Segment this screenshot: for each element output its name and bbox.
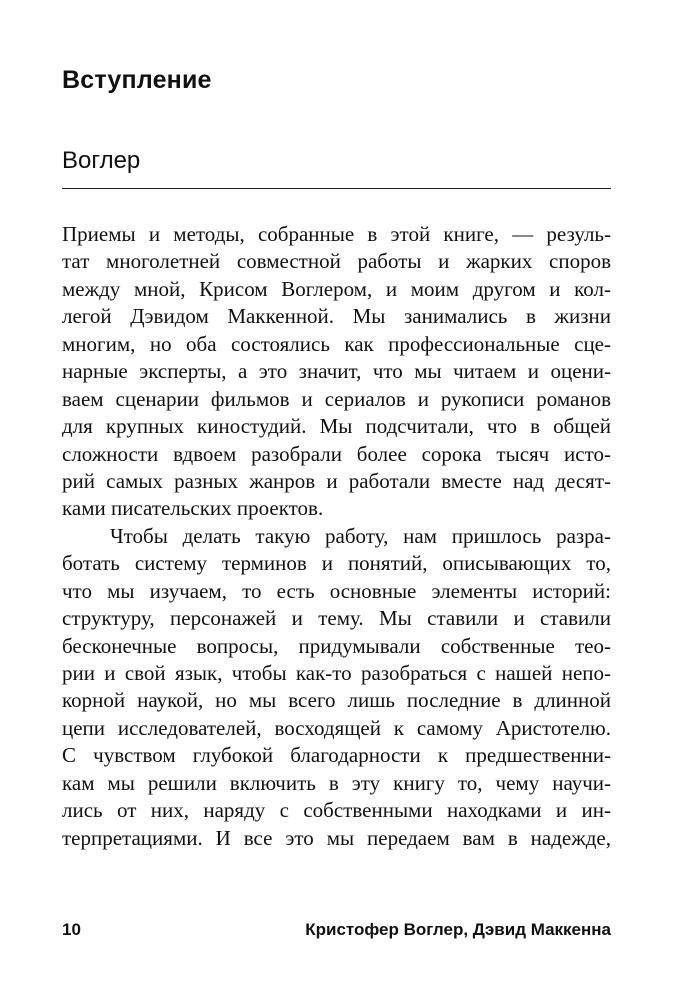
- text-line: цепи исследователей, восходящей к самому Аристотелю.: [62, 715, 611, 740]
- page-number: 10: [62, 920, 81, 939]
- text-line: Приемы и методы, собранные в этой книге, — резуль-: [62, 222, 611, 246]
- text-line: многим, но оба состоялись как профессиональные сце-: [62, 331, 611, 356]
- text-line: нарные эксперты, а это значит, что мы читаем и оцени-: [62, 359, 611, 384]
- paragraph-1: [62, 221, 611, 523]
- text-line: Чтобы делать такую работу, нам пришлось разра-: [110, 523, 611, 548]
- running-footer-authors: Кристофер Воглер, Дэвид Маккенна: [305, 920, 611, 939]
- text-line: бесконечные вопросы, придумывали собственные тео-: [62, 633, 611, 658]
- text-line: легой Дэвидом Маккенной. Мы занимались в жизни: [62, 304, 611, 329]
- text-line: рии и свой язык, чтобы как-то разобраться с нашей непо-: [62, 661, 611, 685]
- chapter-title: Вступление: [62, 66, 212, 94]
- section-title: Воглер: [62, 147, 141, 174]
- text-line: кам мы решили включить в эту книгу то, чему научи-: [62, 770, 611, 795]
- text-line: между мной, Крисом Воглером, и моим другом и кол-: [62, 276, 611, 301]
- text-line: С чувством глубокой благодарности к предшественни-: [62, 743, 611, 768]
- body-text: [62, 221, 611, 852]
- text-line: корной наукой, но мы всего лишь последние в длинной: [62, 688, 611, 713]
- text-line: структуру, персонажей и тему. Мы ставили и ставили: [62, 606, 611, 631]
- section-divider: [62, 188, 611, 189]
- paragraph-2: [62, 523, 611, 852]
- text-line: ваем сценарии фильмов и сериалов и рукописи романов: [62, 386, 611, 411]
- text-line: тат многолетней совместной работы и жарких споров: [62, 249, 611, 274]
- text-line: что мы изучаем, то есть основные элементы историй:: [62, 578, 611, 603]
- text-line: рий самых разных жанров и работали вместе над десят-: [62, 468, 611, 493]
- text-line: сложности вдвоем разобрали более сорока тысяч исто-: [62, 441, 611, 466]
- text-line: терпретациями. И все это мы передаем вам в надежде,: [62, 825, 611, 850]
- text-line: для крупных киностудий. Мы подсчитали, что в общей: [62, 414, 611, 439]
- text-line: ботать систему терминов и понятий, описывающих то,: [62, 551, 611, 576]
- text-line: ками писательских проектов.: [62, 496, 324, 521]
- text-line: лись от них, наряду с собственными находками и ин-: [62, 798, 611, 823]
